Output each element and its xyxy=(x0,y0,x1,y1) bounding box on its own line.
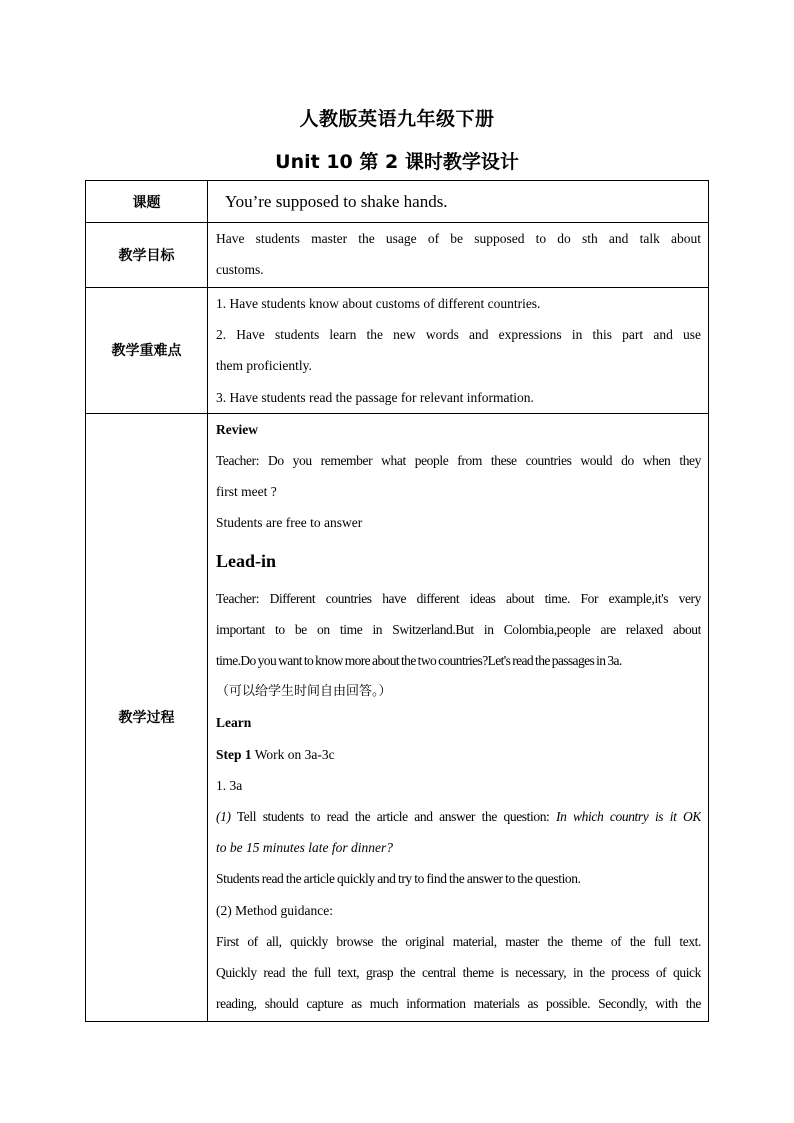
review-line: Teacher: Do you remember what people from these countries would do when they xyxy=(216,453,701,469)
objectives-cell xyxy=(208,223,709,288)
objectives-row xyxy=(86,223,709,288)
q1-line xyxy=(216,801,701,832)
key-point-line: 1. Have students know about customs of different countries. xyxy=(216,296,541,311)
q1-question-part2: to be 15 minutes late for dinner? xyxy=(216,840,393,856)
process-content xyxy=(216,414,701,1021)
learn-heading: Learn xyxy=(216,715,252,731)
key-points-label: 教学重难点 xyxy=(86,288,208,414)
objectives-line: customs. xyxy=(216,262,264,278)
key-points-cell xyxy=(208,288,709,414)
step1-label: Step 1 xyxy=(216,746,252,762)
process-row xyxy=(86,413,709,1021)
document-title: 人教版英语九年级下册 xyxy=(299,108,495,130)
q2-line: First of all, quickly browse the original material, master the theme of the full text. xyxy=(216,933,701,949)
key-point-line: 3. Have students read the passage for relevant information. xyxy=(216,389,534,405)
topic-label: 课题 xyxy=(86,181,208,223)
q2-line: reading, should capture as much information materials as possible. Secondly, with the xyxy=(216,996,701,1012)
process-cell xyxy=(208,413,709,1021)
step1-line xyxy=(216,739,701,770)
process-label: 教学过程 xyxy=(86,413,208,1021)
leadin-note: （可以给学生时间自由回答。） xyxy=(216,684,392,700)
review-line: Students are free to answer xyxy=(216,515,363,531)
q2-line: Quickly read the full text, grasp the central theme is necessary, in the process of quick xyxy=(216,965,701,981)
q1-question-part1: In which country is it OK xyxy=(556,809,701,825)
leadin-line: time.Do you want to know more about the two countries?Let's read the passages in 3a. xyxy=(216,653,622,669)
objectives-label: 教学目标 xyxy=(86,223,208,288)
q1-after: Students read the article quickly and try to find the answer to the question. xyxy=(216,871,581,887)
topic-row xyxy=(86,181,709,223)
topic-cell xyxy=(208,181,709,223)
topic-text: You’re supposed to shake hands. xyxy=(225,192,448,211)
leadin-heading: Lead-in xyxy=(216,550,277,571)
objectives-line: Have students master the usage of be supposed to do sth and talk about xyxy=(216,231,701,246)
review-heading: Review xyxy=(216,421,258,437)
q1-text: Tell students to read the article and answer the question: xyxy=(230,809,557,825)
review-line: first meet ? xyxy=(216,484,277,500)
leadin-line: Teacher: Different countries have different ideas about time. For example,it's very xyxy=(216,590,701,606)
key-points-row xyxy=(86,288,709,414)
step1-text: Work on 3a-3c xyxy=(251,746,335,762)
item-3a: 1. 3a xyxy=(216,777,243,793)
q2-heading: (2) Method guidance: xyxy=(216,902,333,918)
key-point-line: 2. Have students learn the new words and expressions in this part and use xyxy=(216,327,701,343)
leadin-line: important to be on time in Switzerland.But in Colombia,people are relaxed about xyxy=(216,621,701,637)
lesson-subtitle: Unit 10 第 2 课时教学设计 xyxy=(275,151,519,173)
q1-number: (1) xyxy=(216,809,231,825)
key-point-line: them proficiently. xyxy=(216,358,312,374)
lesson-plan-table xyxy=(85,180,709,1022)
